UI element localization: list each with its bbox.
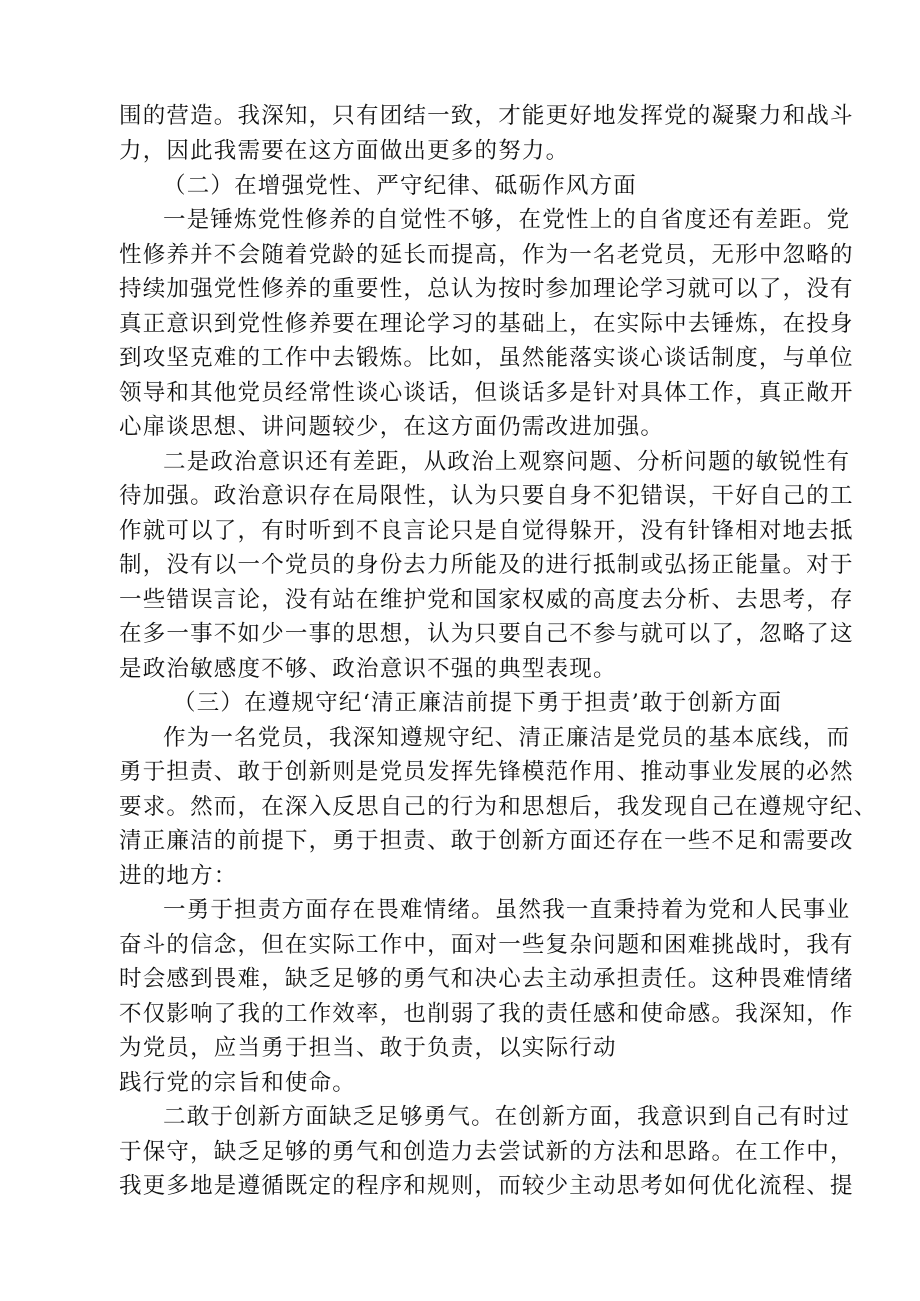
paragraph-line: 清正廉洁的前提下，勇于担责、敢于创新方面还存在一些不足和需要改 — [119, 828, 854, 854]
paragraph-line: 勇于担责、敢于创新则是党员发挥先锋模范作用、推动事业发展的必然 — [119, 759, 854, 785]
paragraph-line: 于保守，缺乏足够的勇气和创造力去尝试新的方法和思路。在工作中， — [119, 1139, 854, 1165]
paragraph-line: 二敢于创新方面缺乏足够勇气。在创新方面，我意识到自己有时过 — [163, 1104, 851, 1130]
paragraph-line: 进的地方： — [119, 863, 238, 889]
section-heading: （二）在增强党性、严守纪律、砥砺作风方面 — [163, 173, 638, 199]
paragraph-line: 围的营造。我深知，只有团结一致，才能更好地发挥党的凝聚力和战斗 — [119, 103, 854, 129]
paragraph-line: 一些错误言论，没有站在维护党和国家权威的高度去分析、去思考，存 — [119, 587, 854, 613]
paragraph-line: 为党员，应当勇于担当、敢于负责，以实际行动 — [119, 1035, 617, 1061]
paragraph-line: 真正意识到党性修养要在理论学习的基础上，在实际中去锤炼，在投身 — [119, 311, 854, 337]
paragraph-line: 奋斗的信念，但在实际工作中，面对一些复杂问题和困难挑战时，我有 — [119, 932, 854, 958]
section-heading: （三）在遵规守纪‘清正廉洁前提下勇于担责’敢于创新方面 — [173, 690, 783, 716]
paragraph-line: 一是锤炼党性修养的自觉性不够，在党性上的自省度还有差距。党 — [163, 207, 851, 233]
paragraph-line: 力，因此我需要在这方面做出更多的努力。 — [119, 138, 570, 164]
paragraph-line: 是政治敏感度不够、政治意识不强的典型表现。 — [119, 656, 617, 682]
paragraph-line: 到攻坚克难的工作中去锻炼。比如，虽然能落实谈心谈话制度，与单位 — [119, 345, 854, 371]
paragraph-line: 在多一事不如少一事的思想，认为只要自己不参与就可以了，忽略了这 — [119, 621, 854, 647]
paragraph-line: 二是政治意识还有差距，从政治上观察问题、分析问题的敏锐性有 — [163, 449, 851, 475]
paragraph-line: 践行党的宗旨和使命。 — [119, 1070, 357, 1096]
paragraph-line: 作就可以了，有时听到不良言论只是自觉得躲开，没有针锋相对地去抵 — [119, 518, 854, 544]
paragraph-line: 心扉谈思想、讲问题较少，在这方面仍需改进加强。 — [119, 414, 665, 440]
paragraph-line: 我更多地是遵循既定的程序和规则，而较少主动思考如何优化流程、提 — [119, 1173, 854, 1199]
paragraph-line: 要求。然而，在深入反思自己的行为和思想后，我发现自己在遵规守纪、 — [119, 794, 878, 820]
paragraph-line: 制，没有以一个党员的身份去力所能及的进行抵制或弘扬正能量。对于 — [119, 552, 854, 578]
paragraph-line: 领导和其他党员经常性谈心谈话，但谈话多是针对具体工作，真正敞开 — [119, 380, 854, 406]
paragraph-line: 待加强。政治意识存在局限性，认为只要自身不犯错误，干好自己的工 — [119, 483, 854, 509]
paragraph-line: 不仅影响了我的工作效率，也削弱了我的责任感和使命感。我深知，作 — [119, 1001, 854, 1027]
paragraph-line: 作为一名党员，我深知遵规守纪、清正廉洁是党员的基本底线，而 — [163, 725, 851, 751]
paragraph-line: 时会感到畏难，缺乏足够的勇气和决心去主动承担责任。这种畏难情绪 — [119, 966, 854, 992]
paragraph-line: 性修养并不会随着党龄的延长而提高，作为一名老党员，无形中忽略的 — [119, 242, 854, 268]
paragraph-line: 一勇于担责方面存在畏难情绪。虽然我一直秉持着为党和人民事业 — [163, 897, 851, 923]
paragraph-line: 持续加强党性修养的重要性，总认为按时参加理论学习就可以了，没有 — [119, 276, 854, 302]
